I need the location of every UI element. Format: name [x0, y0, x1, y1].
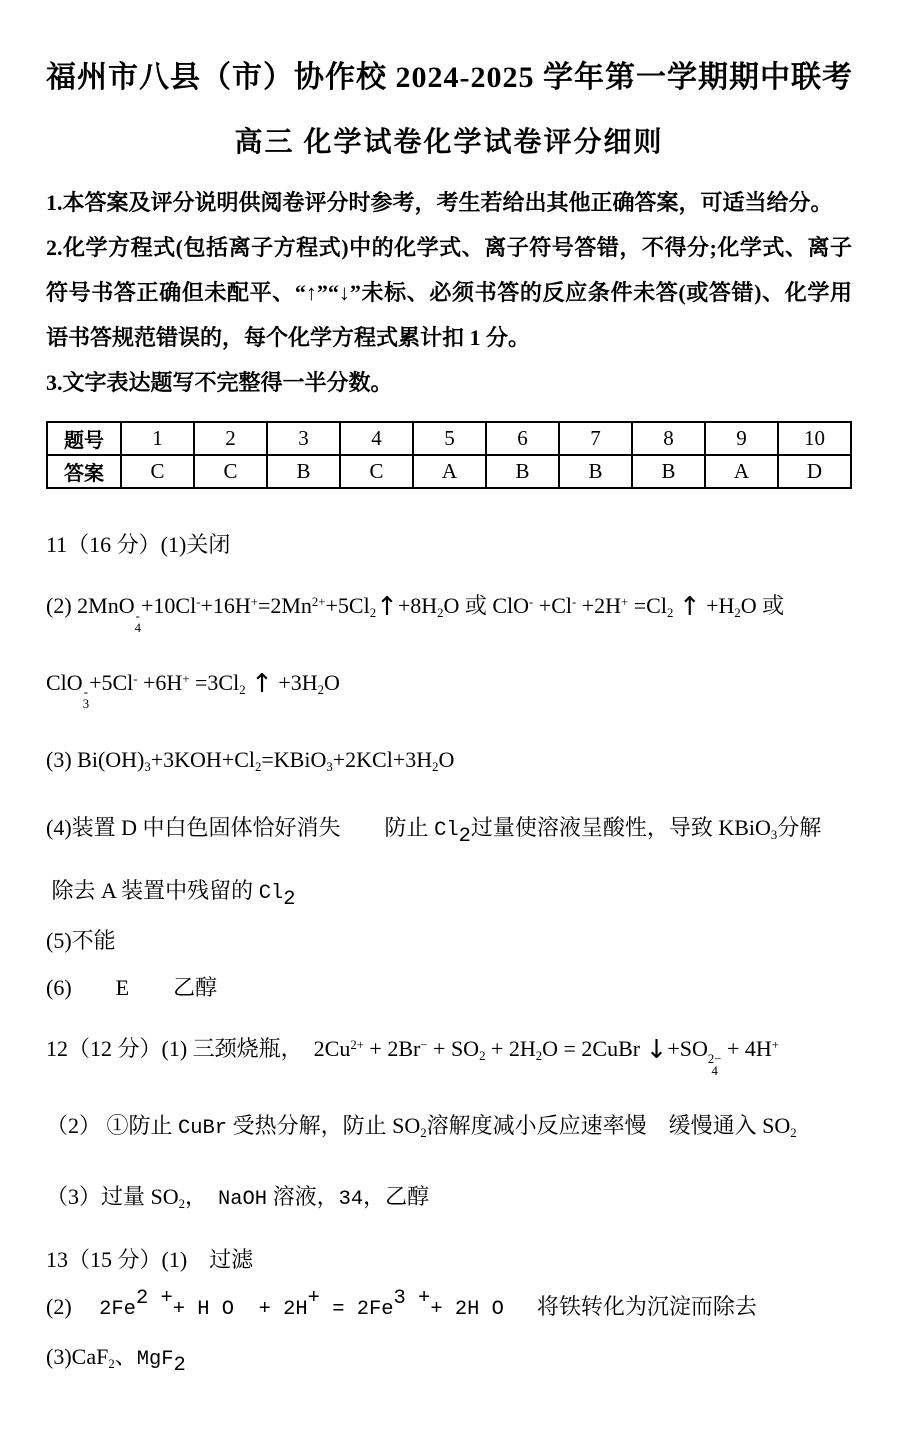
answer-cell: C	[121, 455, 194, 488]
question-number-cell: 7	[559, 422, 632, 455]
q13-part1: 13（15 分）(1) 过滤	[46, 1247, 254, 1273]
question-number-cell: 10	[778, 422, 851, 455]
question-number-cell: 4	[340, 422, 413, 455]
answer-cell: B	[559, 455, 632, 488]
q11-part4: (4)装置 D 中白色固体恰好消失 防止 $Cl_2$过量使溶液呈酸性，导致 KBiO$_3$分解	[46, 814, 822, 848]
answer-cell: A	[705, 455, 778, 488]
q11-part4b: 除去 A 装置中残留的 $Cl_2$	[46, 878, 296, 912]
q11-part6: (6) E 乙醇	[46, 975, 218, 1001]
stacked-charge: 2− 4	[707, 1051, 722, 1078]
question-number-label: 题号	[47, 422, 121, 455]
grading-notes	[46, 180, 852, 405]
question-number-cell: 8	[632, 422, 705, 455]
note-2: 2.化学方程式(包括离子方程式)中的化学式、离子符号答错，不得分;化学式、离子符号书答正确但未配平、“↑”“↓”未标、必须书答的反应条件未答(或答错)、化学用语书答规范错误的，每个化学方程式累计扣 1 分。	[46, 235, 852, 350]
answer-label: 答案	[47, 455, 121, 488]
note-1: 1.本答案及评分说明供阅卷评分时参考，考生若给出其他正确答案，可适当给分。	[46, 190, 833, 215]
question-number-cell: 2	[194, 422, 267, 455]
answer-cell: B	[267, 455, 340, 488]
question-number-cell: 6	[486, 422, 559, 455]
q12-part2: （2） ①防止 CuBr 受热分解，防止 $SO_2$溶解度减小反应速率慢 缓慢通入 $SO_2$	[46, 1113, 797, 1141]
answer-details	[46, 532, 852, 1378]
q11-part5: (5)不能	[46, 927, 116, 953]
question-number-cell: 5	[413, 422, 486, 455]
answer-cell: C	[194, 455, 267, 488]
answer-cell: C	[340, 455, 413, 488]
document-title: 福州市八县（市）协作校 2024-2025 学年第一学期期中联考	[46, 61, 853, 94]
answer-cell: B	[632, 455, 705, 488]
note-3: 3.文字表达题写不完整得一半分数。	[46, 370, 393, 395]
document-subtitle: 高三 化学试卷化学试卷评分细则	[234, 127, 664, 158]
question-number-cell: 1	[121, 422, 194, 455]
question-number-row	[47, 422, 851, 455]
question-number-cell: 9	[705, 422, 778, 455]
stacked-charge: - 3	[82, 685, 90, 712]
q12-part3: （3）过量 $SO_2$， NaOH 溶液，34，乙醇	[46, 1183, 430, 1211]
choice-answer-table	[46, 421, 852, 489]
q13-part2-eq: (2) $2Fe^{2 +}+ H$ $O + 2H^+ = 2Fe^{3 +}+ 2H$ O 将铁转化为沉淀而除去	[46, 1287, 757, 1322]
stacked-charge: - 4	[134, 608, 141, 635]
q12-part1-eq: 12（12 分）(1) 三颈烧瓶， $2Cu^{2+} + 2Br^- + SO_2 + 2H_2O$ = 2CuBr ↓+SO 2− 4 + 4H+	[46, 1035, 779, 1078]
answer-cell: B	[486, 455, 559, 488]
q11-part3-eq: (3) $Bi(OH)_3+3KOH+Cl_2=KBiO_3+2KCl+3H_2O$	[46, 746, 455, 774]
question-number-cell: 3	[267, 422, 340, 455]
q11-part2-eq2: ClO - 3 $+5Cl^- +6H^+ =3Cl_2$ ↑ $+3H_2O$	[46, 668, 340, 712]
answer-row	[47, 455, 851, 488]
answer-cell: A	[413, 455, 486, 488]
q11-part1: 11（16 分）(1)关闭	[46, 532, 231, 557]
q13-part3: (3)CaF$_2$、MgF$_2$	[46, 1343, 186, 1378]
answer-cell: D	[778, 455, 851, 488]
q11-part2-eq1: (2) 2MnO - 4 $+10Cl^-+16H^+=2Mn^{2+}+5Cl_2↑+8H_2O$ 或 $ClO^- +Cl^- +2H^+ =Cl_2$ ↑ $+H_2O$ 或	[46, 592, 785, 635]
